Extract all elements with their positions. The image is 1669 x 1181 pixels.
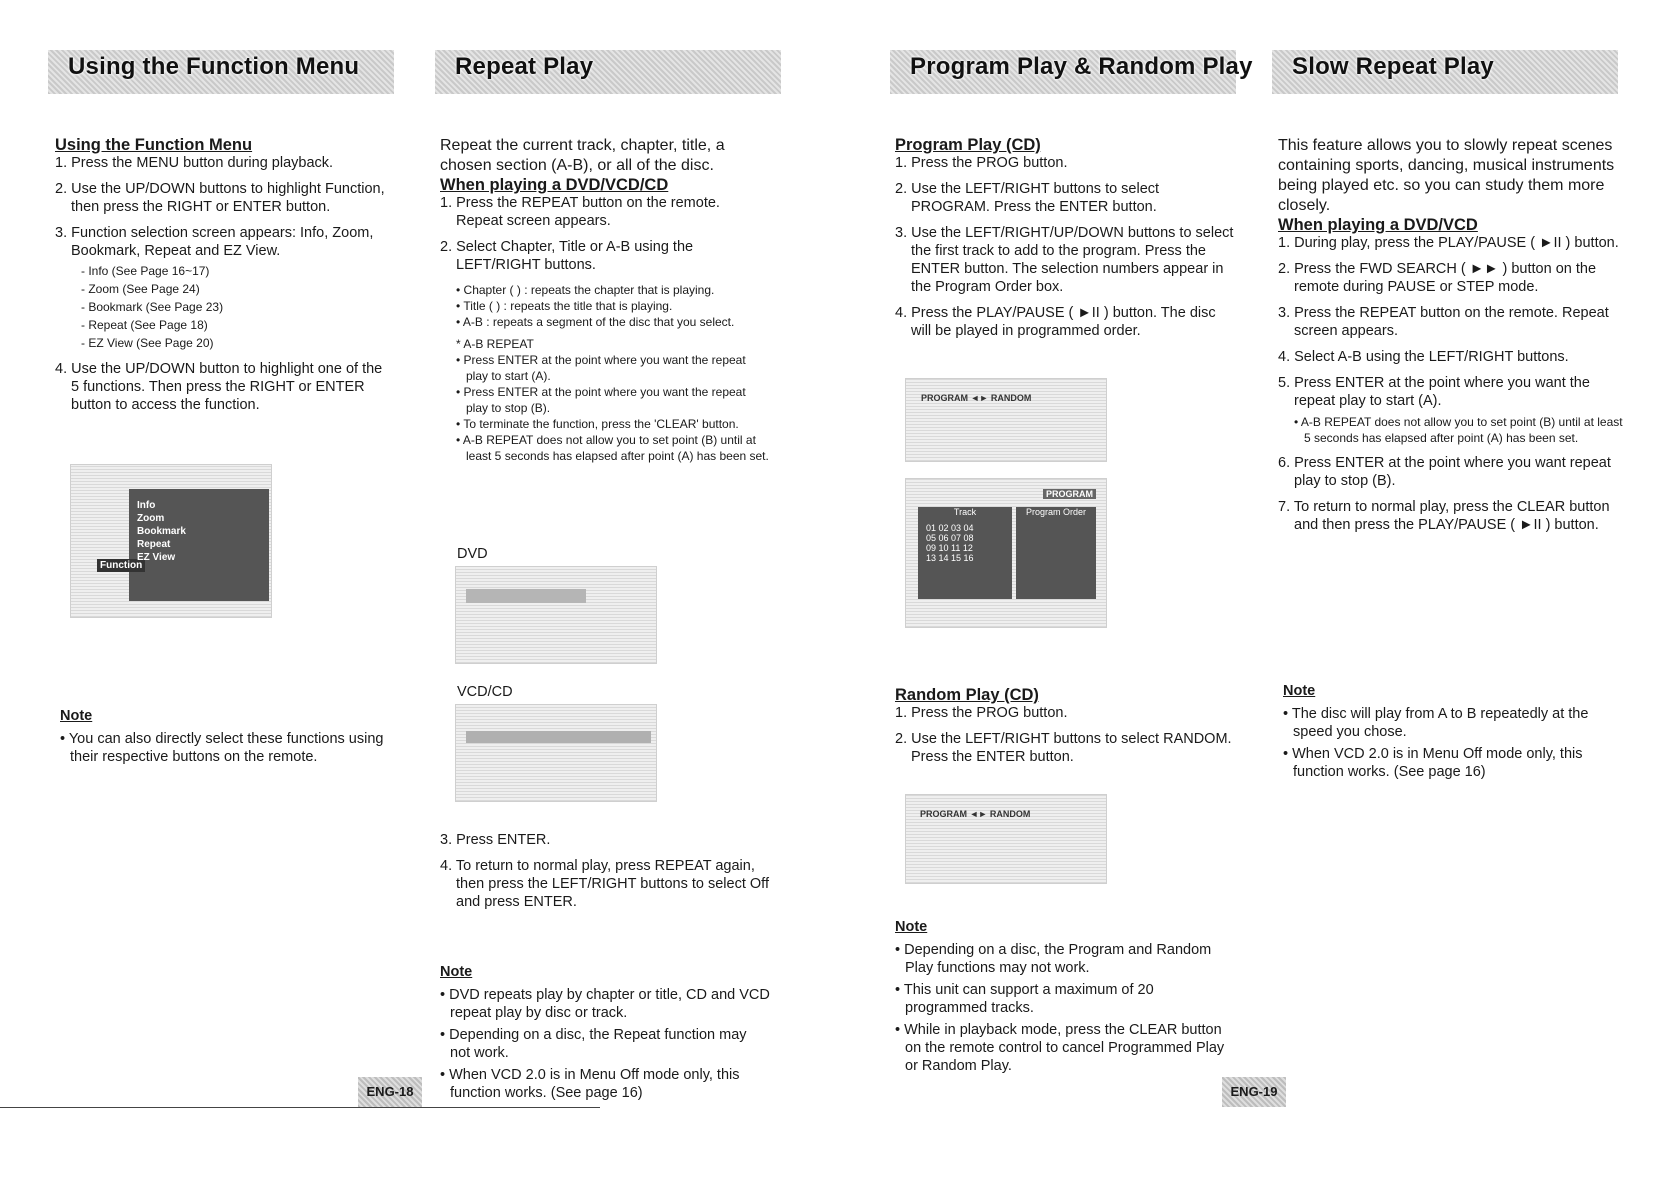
bullet: • A-B : repeats a segment of the disc that you select. — [456, 315, 735, 329]
header-using-function-menu — [48, 50, 394, 94]
bullet: • Chapter ( ) : repeats the chapter that is playing. — [456, 283, 715, 297]
intro-text: Repeat the current track, chapter, title, a chosen section (A-B), or all of the disc. — [440, 137, 725, 174]
step: 4. To return to normal play, press REPEAT again, then press the LEFT/RIGHT buttons to select Off and press ENTER. — [440, 858, 769, 910]
page-number: ENG-18 — [358, 1077, 422, 1107]
step: 2. Press the FWD SEARCH ( ►► ) button on the remote during PAUSE or STEP mode. — [1278, 261, 1597, 295]
bottom-rule — [0, 1107, 600, 1108]
intro-text: This feature allows you to slowly repeat scenes containing sports, dancing, musical instruments being played etc. so you can study them more closely. — [1278, 137, 1615, 214]
track-row: 09 10 11 12 — [926, 543, 973, 553]
header-title: Repeat Play — [455, 53, 594, 80]
header-slow-repeat-play — [1272, 50, 1618, 94]
section-title: Using the Function Menu — [55, 136, 253, 154]
dvd-repeat-screenshot — [455, 566, 657, 664]
function-menu-screenshot — [70, 464, 272, 618]
track-header: Track — [953, 507, 977, 517]
vcd-repeat-screenshot — [455, 704, 657, 802]
program-order-header: Program Order — [1025, 507, 1087, 517]
repeat-options — [456, 282, 770, 464]
note-item: • The disc will play from A to B repeatedly at the speed you chose. — [1283, 706, 1589, 740]
osd-bar — [466, 731, 651, 743]
bullet: • A-B REPEAT does not allow you to set point (B) until at least 5 seconds has elapsed after point (A) has been set. — [456, 433, 769, 463]
column-slow-repeat — [1278, 136, 1623, 542]
step: 3. Function selection screen appears: Info, Zoom, Bookmark, Repeat and EZ View. - Info (See Page 16~17) - Zoom (See Page 24) - Bookmark (See Page 23) - Repeat (See Page 18) - EZ View (See Page 20) — [55, 224, 385, 352]
program-order-screenshot — [905, 478, 1107, 628]
menu-list — [137, 499, 186, 564]
column-repeat-play — [440, 136, 770, 464]
note-item: • This unit can support a maximum of 20 programmed tracks. — [895, 982, 1154, 1016]
header-title: Slow Repeat Play — [1292, 53, 1494, 80]
note-item: • Depending on a disc, the Repeat function may not work. — [440, 1027, 747, 1061]
step: 2. Select Chapter, Title or A-B using the LEFT/RIGHT buttons. — [440, 239, 694, 273]
note-col3 — [895, 918, 1225, 1079]
step: 7. To return to normal play, press the CLEAR button and then press the PLAY/PAUSE ( ►II ) button. — [1278, 499, 1610, 533]
note-item: • When VCD 2.0 is in Menu Off mode only, this function works. (See page 16) — [1283, 746, 1583, 780]
note-item: • DVD repeats play by chapter or title, CD and VCD repeat play by disc or track. — [440, 987, 770, 1021]
track-panel — [918, 507, 1012, 599]
sub-item: - EZ View (See Page 20) — [81, 336, 214, 350]
note-col4 — [1283, 682, 1623, 785]
header-program-random-play — [890, 50, 1253, 94]
track-row: 13 14 15 16 — [926, 553, 974, 563]
step: 1. Press the PROG button. — [895, 155, 1068, 171]
step: 2. Use the LEFT/RIGHT buttons to select PROGRAM. Press the ENTER button. — [895, 181, 1160, 215]
menu-item: Bookmark — [137, 526, 186, 537]
random-select-screenshot — [905, 794, 1107, 884]
step: 1. During play, press the PLAY/PAUSE ( ►II ) button. — [1278, 235, 1619, 251]
osd-bar — [466, 589, 586, 603]
sub-note — [1294, 414, 1623, 446]
track-row: 05 06 07 08 — [926, 533, 974, 543]
bullet: • Title ( ) : repeats the title that is playing. — [456, 299, 673, 313]
header-repeat-play — [435, 50, 781, 94]
bullet: • Press ENTER at the point where you want the repeat play to start (A). — [456, 353, 746, 383]
step: 4. Press the PLAY/PAUSE ( ►II ) button. The disc will be played in programmed order. — [895, 305, 1216, 339]
step: 4. Use the UP/DOWN button to highlight one of the 5 functions. Then press the RIGHT or ENTER button to access the function. — [55, 361, 383, 413]
subheading: When playing a DVD/VCD — [1278, 216, 1478, 234]
vcd-label: VCD/CD — [457, 684, 513, 700]
sub-note-text: • A-B REPEAT does not allow you to set point (B) until at least 5 seconds has elapsed after point (A) has been set. — [1294, 415, 1623, 445]
header-title: Program Play & Random Play — [910, 53, 1253, 80]
repeat-steps-cont — [440, 831, 770, 919]
sub-item: - Zoom (See Page 24) — [81, 282, 200, 296]
note-title: Note — [895, 919, 928, 935]
page-number: ENG-19 — [1222, 1077, 1286, 1107]
note-title: Note — [440, 964, 473, 980]
track-row: 01 02 03 04 — [926, 523, 974, 533]
program-order-panel — [1016, 507, 1096, 599]
step: 6. Press ENTER at the point where you want repeat play to stop (B). — [1278, 455, 1611, 489]
menu-item: EZ View — [137, 552, 176, 563]
note-col1 — [60, 707, 390, 770]
note-item: • You can also directly select these functions using their respective buttons on the remote. — [60, 731, 384, 765]
step: 2. Use the UP/DOWN buttons to highlight Function, then press the RIGHT or ENTER button. — [55, 181, 385, 215]
bullet: • Press ENTER at the point where you want the repeat play to stop (B). — [456, 385, 746, 415]
ab-title: * A-B REPEAT — [456, 337, 534, 351]
random-play-section — [895, 686, 1235, 774]
header-title: Using the Function Menu — [68, 53, 360, 80]
section-title: Program Play (CD) — [895, 136, 1041, 154]
program-select-screenshot — [905, 378, 1107, 462]
step: 3. Use the LEFT/RIGHT/UP/DOWN buttons to select the first track to add to the program. Press the ENTER button. The selection numbers appear in the Program Order box. — [895, 225, 1234, 295]
step: 3. Press the REPEAT button on the remote. Repeat screen appears. — [1278, 305, 1609, 339]
step: 5. Press ENTER at the point where you want the repeat play to start (A). — [1278, 375, 1590, 409]
step: 4. Select A-B using the LEFT/RIGHT buttons. — [1278, 349, 1569, 365]
note-col2 — [440, 963, 770, 1106]
program-screen-title: PROGRAM — [1043, 489, 1096, 499]
sub-item: - Repeat (See Page 18) — [81, 318, 208, 332]
note-item: • Depending on a disc, the Program and Random Play functions may not work. — [895, 942, 1212, 976]
sub-item: - Info (See Page 16~17) — [81, 264, 210, 278]
program-random-label: PROGRAM ◄► RANDOM — [920, 809, 1031, 819]
step: 1. Press the PROG button. — [895, 705, 1068, 721]
note-title: Note — [60, 708, 93, 724]
column-function-menu — [55, 136, 385, 422]
step: 3. Press ENTER. — [440, 832, 551, 848]
section-title: Random Play (CD) — [895, 686, 1039, 704]
menu-item: Info — [137, 500, 156, 511]
column-program-random — [895, 136, 1235, 348]
menu-item: Repeat — [137, 539, 171, 550]
note-title: Note — [1283, 683, 1316, 699]
step: 2. Use the LEFT/RIGHT buttons to select RANDOM. Press the ENTER button. — [895, 731, 1232, 765]
dvd-label: DVD — [457, 546, 488, 562]
subheading: When playing a DVD/VCD/CD — [440, 176, 669, 194]
menu-item: Zoom — [137, 513, 165, 524]
bullet: • To terminate the function, press the 'CLEAR' button. — [456, 417, 739, 431]
step: 1. Press the REPEAT button on the remote. Repeat screen appears. — [440, 195, 720, 229]
note-item: • When VCD 2.0 is in Menu Off mode only, this function works. (See page 16) — [440, 1067, 740, 1101]
sub-item: - Bookmark (See Page 23) — [81, 300, 224, 314]
step: 1. Press the MENU button during playback. — [55, 155, 334, 171]
side-function-label: Function — [97, 559, 145, 572]
program-random-label: PROGRAM ◄► RANDOM — [921, 393, 1032, 403]
note-item: • While in playback mode, press the CLEAR button on the remote control to cancel Programmed Play or Random Play. — [895, 1022, 1225, 1074]
